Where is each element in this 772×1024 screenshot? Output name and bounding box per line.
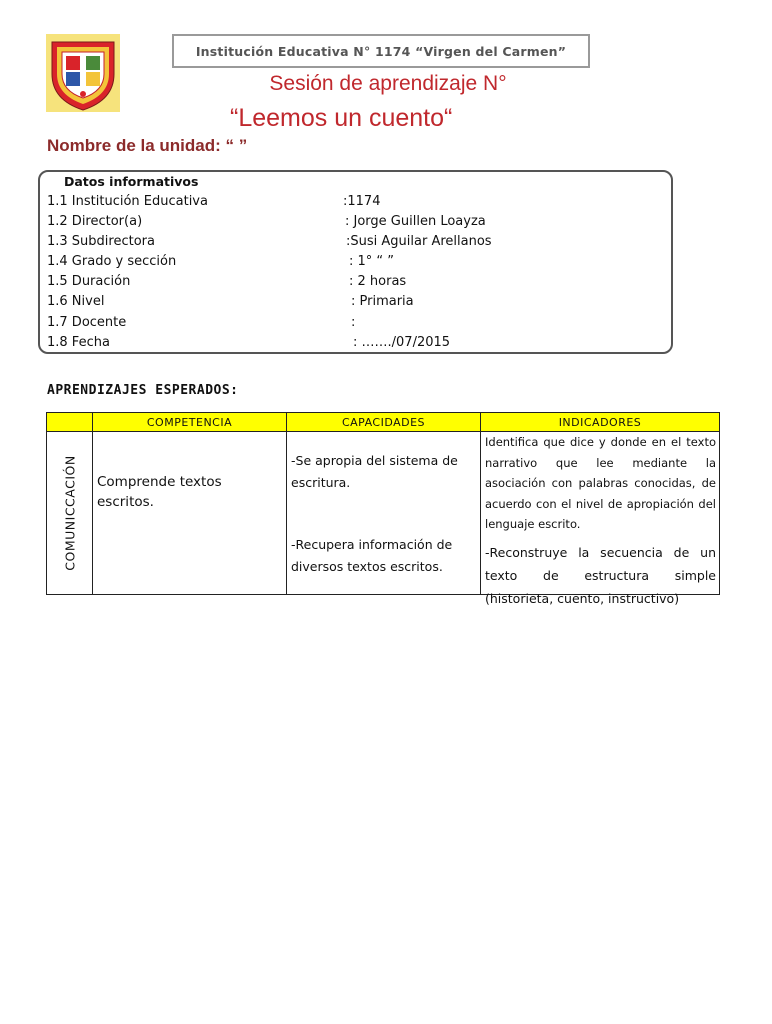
datos-label: 1.6 Nivel [47, 294, 105, 309]
indicadores-cell [481, 432, 720, 606]
datos-row [47, 214, 647, 234]
datos-label: 1.7 Docente [47, 315, 127, 330]
datos-value: : Jorge Guillen Loayza [345, 214, 486, 229]
capacidad-item: -Se apropia del sistema de escritura. [291, 453, 458, 490]
datos-label: 1.8 Fecha [47, 335, 110, 350]
institution-name: Institución Educativa N° 1174 “Virgen del Carmen” [195, 43, 567, 59]
datos-row [47, 294, 647, 314]
datos-label: 1.4 Grado y sección [47, 254, 177, 269]
area-cell [47, 432, 93, 595]
competencia-cell [93, 432, 287, 595]
datos-heading: Datos informativos [64, 174, 199, 189]
indicador-item: Identifica que dice y donde en el texto narrativo que lee mediante la asociación con palabras conocidas, de acuerdo con el nivel de apropiación del lenguaje escrito. [485, 435, 716, 531]
datos-value: : 1° “ ” [349, 254, 395, 269]
datos-label: 1.3 Subdirectora [47, 234, 155, 249]
column-header-indicadores: INDICADORES [481, 413, 720, 432]
datos-value: : [351, 315, 356, 330]
datos-label: 1.2 Director(a) [47, 214, 143, 229]
datos-label: 1.5 Duración [47, 274, 131, 289]
capacidades-cell [287, 432, 481, 595]
column-header-capacidades: CAPACIDADES [287, 413, 481, 432]
datos-value: :Susi Aguilar Arellanos [346, 234, 492, 249]
datos-row [47, 335, 647, 355]
table-header-row [47, 413, 720, 432]
datos-value: : 2 horas [349, 274, 407, 289]
datos-row [47, 274, 647, 294]
datos-value: : Primaria [351, 294, 414, 309]
unit-name: Nombre de la unidad: “ ” [47, 136, 248, 155]
capacidad-item: -Recupera información de diversos textos escritos. [291, 537, 453, 574]
datos-row [47, 254, 647, 274]
area-label: COMUNICCACIÓN [62, 455, 77, 571]
column-header-competencia: COMPETENCIA [93, 413, 287, 432]
column-header-area [47, 413, 93, 432]
story-title: “Leemos un cuento“ [230, 104, 453, 132]
datos-row [47, 194, 647, 214]
table-row [47, 432, 720, 595]
aprendizajes-heading: APRENDIZAJES ESPERADOS: [47, 383, 239, 398]
datos-value: :1174 [343, 194, 381, 209]
indicador-item: -Reconstruye la secuencia de un texto de estructura simple (historieta, cuento, instructivo) [485, 544, 716, 606]
datos-label: 1.1 Institución Educativa [47, 194, 208, 209]
datos-row [47, 234, 647, 254]
datos-value: : ……./07/2015 [353, 335, 451, 350]
institution-banner [172, 34, 590, 68]
datos-row [47, 315, 647, 335]
session-title: Sesión de aprendizaje N° [269, 72, 507, 95]
aprendizajes-table [46, 412, 720, 606]
competencia-text: Comprende textos escritos. [97, 474, 222, 510]
